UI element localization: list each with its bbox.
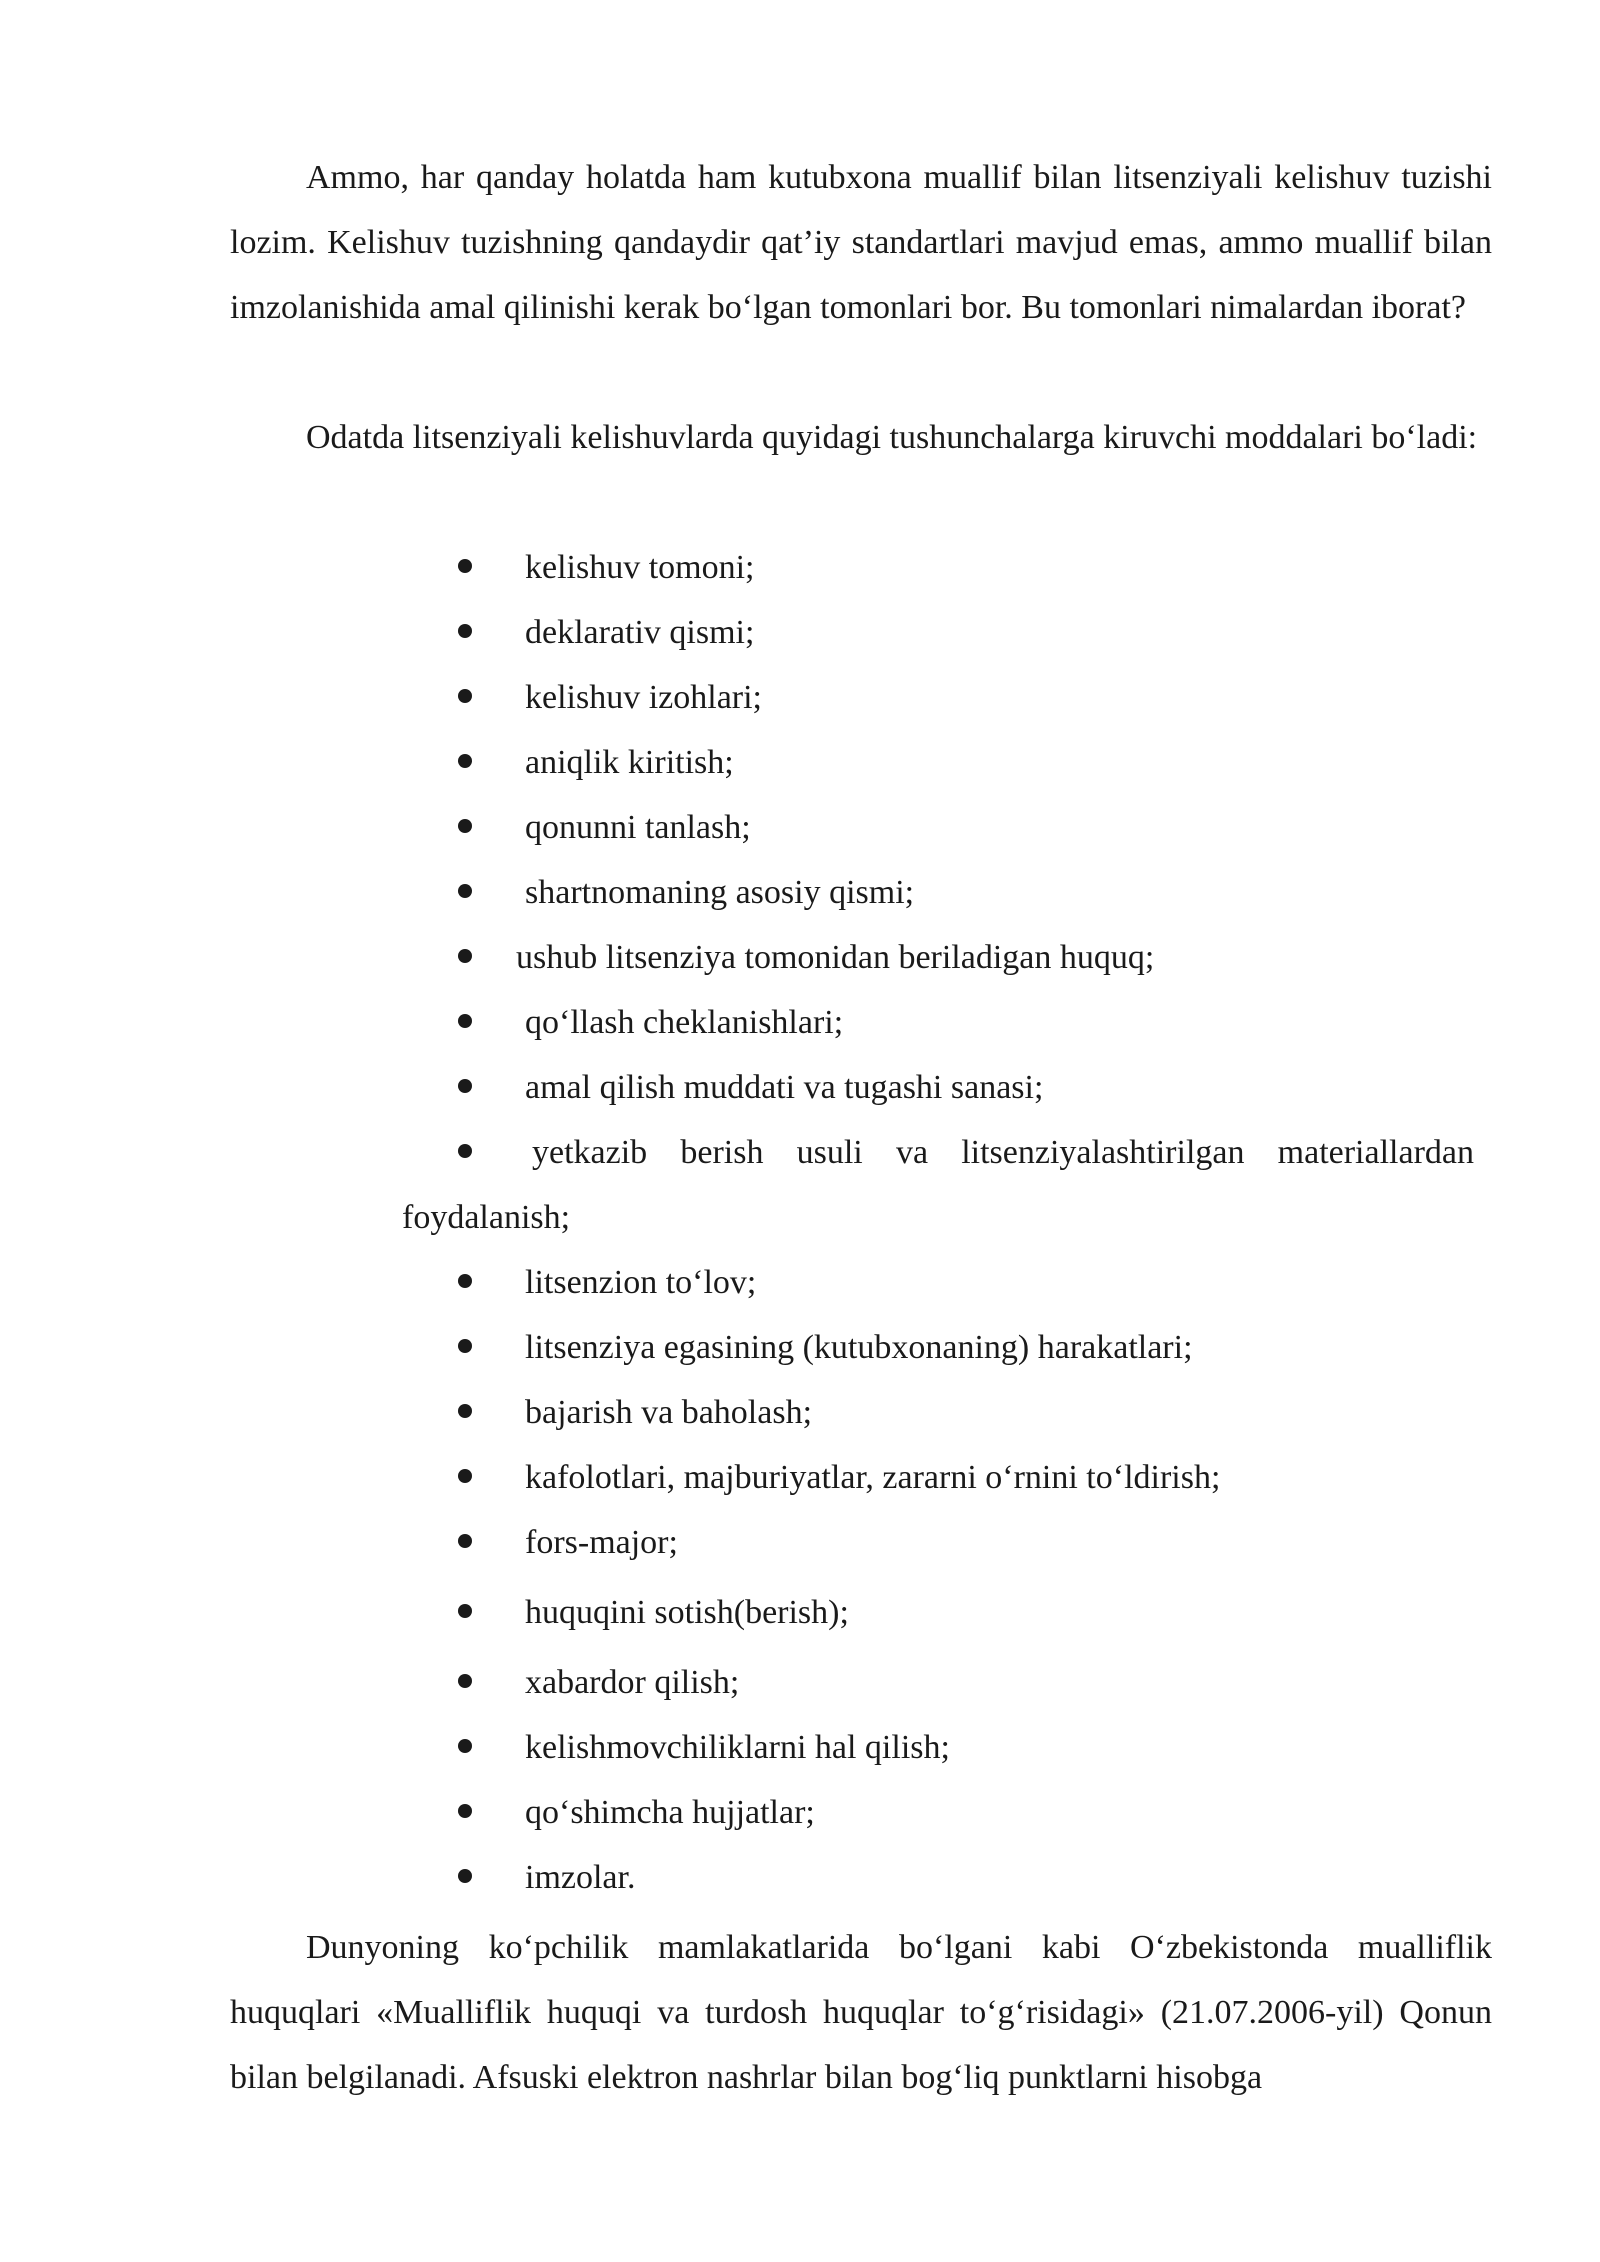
list-item bbox=[0, 535, 1600, 600]
list-item bbox=[0, 925, 1600, 990]
license-terms-list bbox=[0, 535, 1600, 1910]
paragraph-list-intro: Odatda litsenziyali kelishuvlarda quyidagi tushunchalarga kiruvchi moddalari bo‘ladi: bbox=[306, 419, 1478, 456]
list-item bbox=[0, 1715, 1600, 1780]
list-item bbox=[0, 1780, 1600, 1845]
bullet-icon bbox=[458, 754, 472, 768]
list-item bbox=[0, 1250, 1600, 1315]
list-item bbox=[0, 990, 1600, 1055]
bullet-icon bbox=[458, 1274, 472, 1288]
paragraph-intro: Ammo, har qanday holatda ham kutubxona muallif bilan litsenziyali kelishuv tuzishi lozim. Kelishuv tuzishning qandaydir qat’iy standartlari mavjud emas, ammo muallif bilan imzolanishida amal qilinishi kerak bo‘lgan tomonlari bor. Bu tomonlari nimalardan iborat? bbox=[230, 159, 1492, 326]
list-item bbox=[0, 1650, 1600, 1715]
list-item bbox=[0, 600, 1600, 665]
bullet-icon bbox=[458, 949, 472, 963]
bullet-icon bbox=[458, 1079, 472, 1093]
list-item bbox=[0, 860, 1600, 925]
list-item bbox=[0, 730, 1600, 795]
list-item-text: ushub litsenziya tomonidan beriladigan huquq; bbox=[516, 939, 1155, 976]
list-item-text: amal qilish muddati va tugashi sanasi; bbox=[525, 1069, 1044, 1106]
list-item-text: bajarish va baholash; bbox=[525, 1394, 813, 1431]
list-item-text: litsenziya egasining (kutubxonaning) harakatlari; bbox=[525, 1329, 1193, 1366]
list-item bbox=[0, 1315, 1600, 1380]
list-item bbox=[0, 1845, 1600, 1910]
bullet-icon bbox=[458, 1014, 472, 1028]
bullet-icon bbox=[458, 1869, 472, 1883]
list-item-text: qo‘shimcha hujjatlar; bbox=[525, 1794, 815, 1831]
bullet-icon bbox=[458, 1339, 472, 1353]
bullet-icon bbox=[458, 884, 472, 898]
list-item-text: litsenzion to‘lov; bbox=[525, 1264, 757, 1301]
paragraph-uzbekistan-law: Dunyoning ko‘pchilik mamlakatlarida bo‘lgani kabi O‘zbekistonda mualliflik huquqlari «Mualliflik huquqi va turdosh huquqlar to‘g‘risidagi» (21.07.2006-yil) Qonun bilan belgilanadi. Afsuski elektron nashrlar bilan bog‘liq punktlarni hisobga bbox=[230, 1929, 1492, 2096]
list-item-text: yetkazib berish usuli va litsenziyalashtirilgan materiallardan foydalanish; bbox=[402, 1134, 1474, 1236]
bullet-icon bbox=[458, 1404, 472, 1418]
bullet-icon bbox=[458, 819, 472, 833]
list-item bbox=[0, 1120, 1600, 1250]
list-item bbox=[0, 1380, 1600, 1445]
list-item-text: kelishuv izohlari; bbox=[525, 679, 763, 716]
list-item-text: imzolar. bbox=[525, 1859, 636, 1896]
list-item-text: xabardor qilish; bbox=[525, 1664, 740, 1701]
list-item-text: kafolotlari, majburiyatlar, zararni o‘rnini to‘ldirish; bbox=[525, 1459, 1221, 1496]
bullet-icon bbox=[458, 1739, 472, 1753]
list-item bbox=[0, 1580, 1600, 1650]
list-item-text: deklarativ qismi; bbox=[525, 614, 755, 651]
bullet-icon bbox=[458, 1804, 472, 1818]
list-item-text: kelishmovchiliklarni hal qilish; bbox=[525, 1729, 950, 1766]
bullet-icon bbox=[458, 559, 472, 573]
bullet-icon bbox=[458, 1674, 472, 1688]
list-item-text: fors-major; bbox=[525, 1524, 678, 1561]
list-item-text: aniqlik kiritish; bbox=[525, 744, 734, 781]
bullet-icon bbox=[458, 1469, 472, 1483]
list-item-text: qonunni tanlash; bbox=[525, 809, 751, 846]
bullet-icon bbox=[458, 689, 472, 703]
list-item-text: huquqini sotish(berish); bbox=[525, 1594, 849, 1631]
list-item-text: shartnomaning asosiy qismi; bbox=[525, 874, 915, 911]
bullet-icon bbox=[458, 1604, 472, 1618]
bullet-icon bbox=[458, 1534, 472, 1548]
list-item bbox=[0, 1445, 1600, 1510]
list-item-text: qo‘llash cheklanishlari; bbox=[525, 1004, 844, 1041]
list-item-text: kelishuv tomoni; bbox=[525, 549, 755, 586]
bullet-icon bbox=[458, 624, 472, 638]
list-item bbox=[0, 795, 1600, 860]
list-item bbox=[0, 1510, 1600, 1580]
list-item bbox=[0, 665, 1600, 730]
list-item bbox=[0, 1055, 1600, 1120]
